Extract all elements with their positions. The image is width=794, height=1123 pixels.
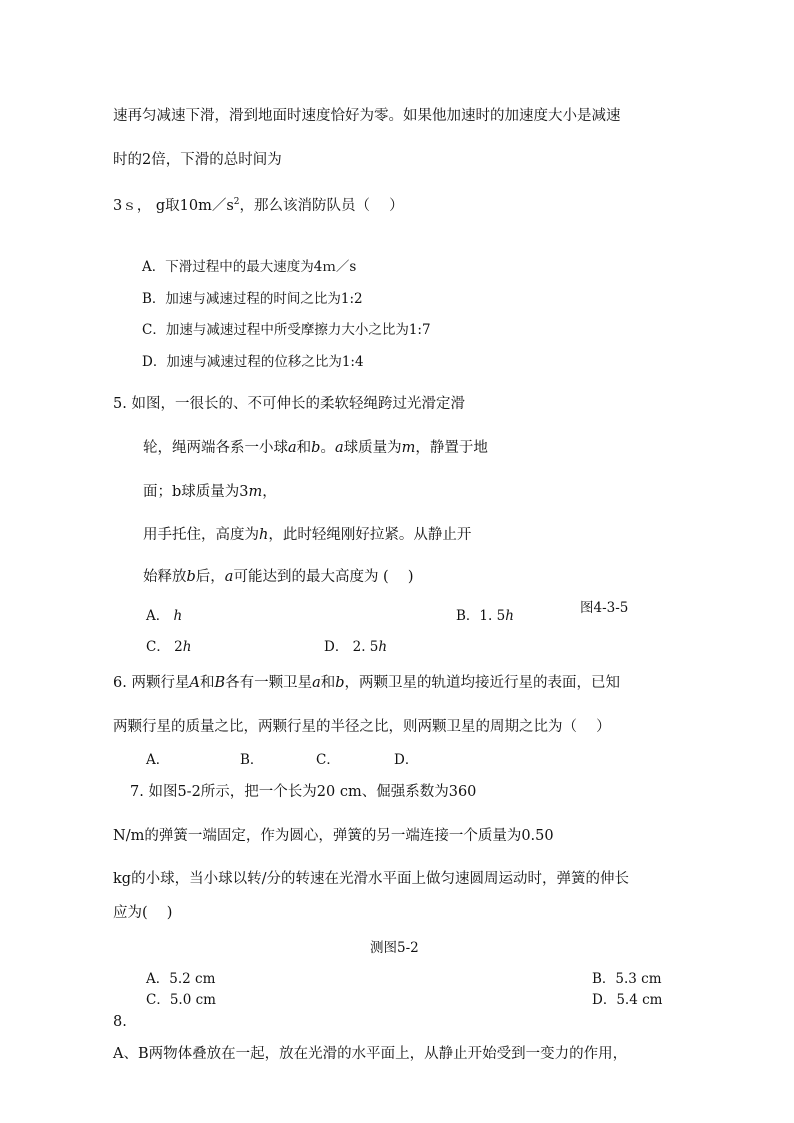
q4-option-a: A．下滑过程中的最大速度为4ｍ／s — [142, 259, 357, 275]
text-line-3 — [113, 192, 404, 216]
q7-line-1: 7. 如图5-2所示，把一个长为20 cm、倔强系数为360 — [130, 784, 477, 800]
text-line-3-superscript: 2 — [233, 197, 240, 207]
q5-line-5 — [143, 567, 413, 587]
q6-line-1-b: 和 — [199, 675, 215, 691]
q6-line-1-a: 6. 两颗行星 — [113, 675, 190, 691]
var-h: h — [259, 527, 269, 543]
q5-line-4 — [143, 525, 471, 545]
q5-line-3-a: 面；b球质量为3 — [143, 484, 249, 500]
q5-option-a — [146, 606, 182, 626]
q5-option-a-label: A． — [146, 608, 170, 624]
q8-number: 8. — [113, 1014, 127, 1030]
q4-option-c: C．加速与减速过程中所受摩擦力大小之比为1:7 — [142, 322, 431, 338]
q7-line-3: kg的小球，当小球以转/分的转速在光滑水平面上做匀速圆周运动时，弹簧的伸长 — [113, 871, 629, 887]
q7-figure-label: 测图5-2 — [370, 940, 419, 956]
q6-line-1-d: 和 — [320, 675, 336, 691]
q5-line-3 — [143, 482, 277, 502]
var-b: b — [311, 440, 321, 456]
q6-option-b: B． — [240, 752, 264, 768]
q5-option-c-label: C． 2 — [146, 639, 183, 655]
q5-line-2-b: 和 — [296, 440, 312, 456]
q8-line-1: A、B两物体叠放在一起，放在光滑的水平面上，从静止开始受到一变力的作用， — [113, 1046, 628, 1062]
q5-line-2 — [143, 438, 488, 458]
q7-option-a: A．5.2 cm — [146, 971, 216, 987]
var-b: b — [335, 675, 345, 691]
text-line-3-b: ，那么该消防队员（ ） — [239, 197, 404, 214]
q5-line-2-c: 。 — [320, 440, 335, 456]
q6-line-1-c: 各有一颗卫星 — [225, 675, 313, 691]
q6-option-d: D． — [394, 752, 419, 768]
var-h: h — [182, 639, 192, 655]
var-A: A — [189, 675, 200, 691]
q5-line-2-e: ，静置于地 — [415, 440, 488, 456]
q5-line-4-b: ，此时轻绳刚好拉紧。从静止开 — [268, 527, 472, 543]
var-m: m — [248, 484, 263, 500]
text-line-1: 速再匀减速下滑，滑到地面时速度恰好为零。如果他加速时的加速度大小是减速 — [113, 108, 621, 124]
var-b: b — [186, 569, 196, 585]
q7-line-2: N/m的弹簧一端固定，作为圆心，弹簧的另一端连接一个质量为0.50 — [113, 828, 554, 844]
q5-option-b — [456, 606, 514, 626]
var-a: a — [312, 675, 321, 691]
q5-line-4-a: 用手托住，高度为 — [143, 527, 259, 543]
q5-line-2-d: 球质量为 — [343, 440, 402, 456]
var-h: h — [505, 608, 514, 624]
q5-line-5-c: 可能达到的最大高度为 ( ) — [233, 569, 414, 585]
var-m: m — [401, 440, 416, 456]
q7-option-c: C．5.0 cm — [146, 992, 216, 1008]
q5-option-b-label: B．1. 5 — [456, 608, 506, 624]
text-line-2: 时的2倍，下滑的总时间为 — [113, 152, 282, 168]
q5-option-d-label: D． 2. 5 — [324, 639, 379, 655]
q4-option-b: B．加速与减速过程的时间之比为1:2 — [142, 291, 363, 307]
q7-line-4: 应为( ) — [113, 905, 173, 921]
q6-option-c: C． — [316, 752, 340, 768]
q5-line-2-a: 轮，绳两端各系一小球 — [143, 440, 288, 456]
q6-line-1 — [113, 673, 620, 693]
q6-option-a: A． — [146, 752, 170, 768]
q5-line-5-b: 后， — [195, 569, 225, 585]
var-a: a — [288, 440, 297, 456]
q6-line-2: 两颗行星的质量之比，两颗行星的半径之比，则两颗卫星的周期之比为（ ） — [113, 719, 611, 735]
q5-line-1: 5. 如图，一很长的、不可伸长的柔软轻绳跨过光滑定滑 — [113, 396, 465, 412]
var-h: h — [378, 639, 388, 655]
var-B: B — [214, 675, 226, 691]
q7-option-b: B．5.3 cm — [592, 971, 662, 987]
q5-option-d — [324, 637, 387, 657]
var-h: h — [173, 608, 183, 624]
text-line-3-a: 3ｓ， g取10m／s — [113, 197, 234, 214]
q7-option-d: D．5.4 cm — [592, 992, 663, 1008]
q5-line-3-b: ， — [262, 484, 277, 500]
q5-option-c — [146, 637, 191, 657]
var-a: a — [334, 440, 344, 456]
q5-line-5-a: 始释放 — [143, 569, 187, 585]
q4-option-d: D．加速与减速过程的位移之比为1:4 — [142, 354, 364, 370]
var-a: a — [224, 569, 234, 585]
q5-figure-label: 图4-3-5 — [580, 600, 629, 616]
q6-line-1-e: ，两颗卫星的轨道均接近行星的表面，已知 — [344, 675, 621, 691]
